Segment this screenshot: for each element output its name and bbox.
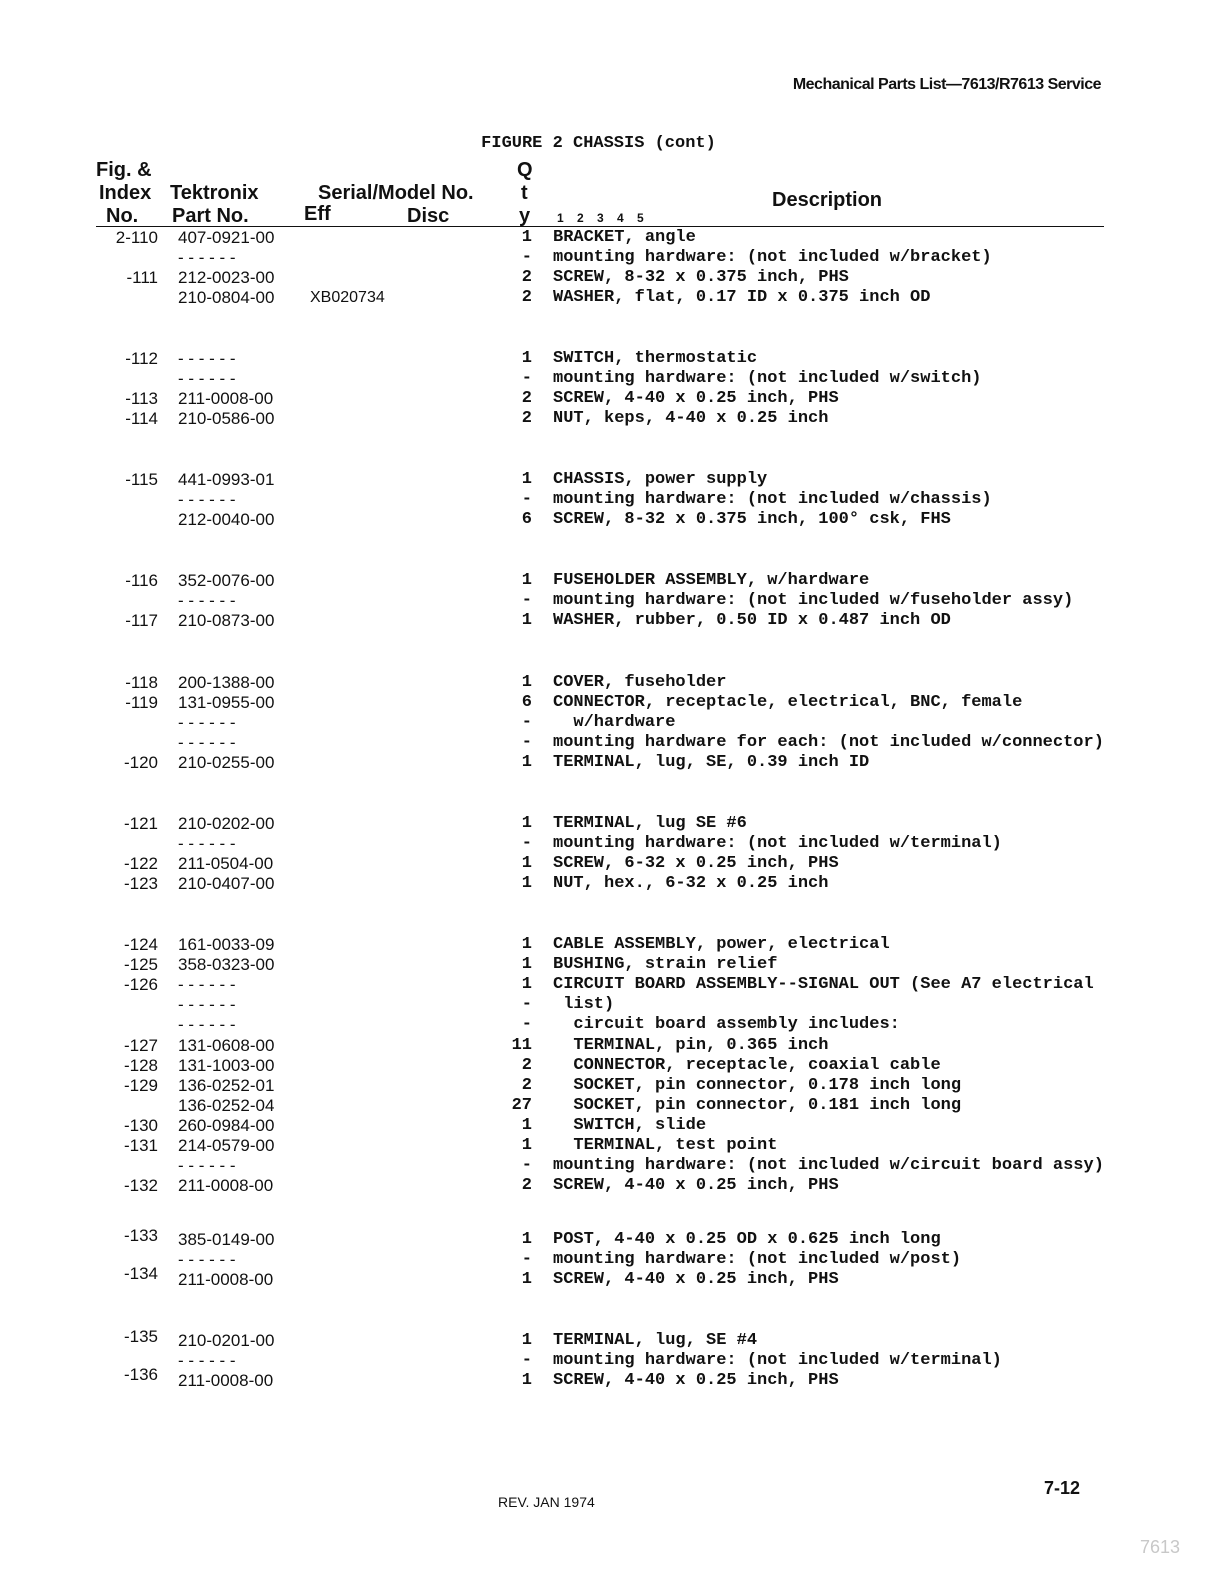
table-row: [0, 834, 1221, 854]
part-number-cell: 441-0993-01: [178, 470, 275, 489]
table-row: [0, 693, 1221, 713]
col-eff-label: Eff: [304, 203, 331, 225]
part-number-cell: - - - - - -: [178, 1351, 236, 1370]
part-number-cell: 210-0255-00: [178, 753, 275, 772]
quantity-cell: -: [521, 1250, 532, 1269]
part-number-cell: - - - - - -: [178, 591, 236, 610]
quantity-cell: 1: [521, 1230, 532, 1249]
description-cell: SCREW, 4-40 x 0.25 inch, PHS: [553, 1176, 839, 1195]
table-row: [0, 995, 1221, 1015]
index-cell: -112: [125, 349, 158, 368]
quantity-cell: 1: [521, 470, 532, 489]
description-cell: TERMINAL, lug, SE #4: [553, 1331, 758, 1350]
part-number-cell: 210-0873-00: [178, 611, 275, 630]
quantity-cell: 1: [521, 814, 532, 833]
watermark: 7613: [1140, 1537, 1181, 1557]
description-cell: NUT, keps, 4-40 x 0.25 inch: [553, 409, 829, 428]
table-row: [0, 349, 1221, 369]
part-number-cell: 407-0921-00: [178, 228, 275, 247]
part-number-cell: 131-1003-00: [178, 1056, 275, 1075]
description-cell: SOCKET, pin connector, 0.178 inch long: [553, 1076, 962, 1095]
part-number-cell: 136-0252-01: [178, 1076, 275, 1095]
quantity-cell: 1: [521, 1371, 532, 1390]
description-cell: NUT, hex., 6-32 x 0.25 inch: [553, 874, 829, 893]
quantity-cell: 2: [521, 1076, 532, 1095]
description-cell: TERMINAL, pin, 0.365 inch: [553, 1036, 829, 1055]
index-cell: -125: [123, 955, 158, 974]
index-cell: -133: [123, 1226, 158, 1245]
quantity-cell: 6: [521, 693, 532, 712]
table-row: [0, 1156, 1221, 1176]
index-cell: -115: [125, 470, 158, 489]
description-cell: CONNECTOR, receptacle, electrical, BNC, female: [553, 693, 1023, 712]
index-cell: -113: [125, 389, 158, 408]
part-number-cell: - - - - - -: [178, 490, 236, 509]
table-row: [0, 1250, 1221, 1270]
table-row: [0, 591, 1221, 611]
quantity-cell: -: [521, 713, 532, 732]
description-cell: SCREW, 4-40 x 0.25 inch, PHS: [553, 1371, 839, 1390]
index-cell: -127: [123, 1036, 158, 1055]
index-cell: -120: [123, 753, 158, 772]
index-cell: -126: [123, 975, 158, 994]
running-title: Mechanical Parts List—7613/R7613 Service: [792, 76, 1101, 93]
table-row: [0, 369, 1221, 389]
figure-title: [0, 134, 1221, 153]
part-number-cell: 136-0252-04: [178, 1096, 275, 1115]
table-row: [0, 1096, 1221, 1116]
table-row: [0, 490, 1221, 510]
part-number-cell: 210-0201-00: [178, 1331, 275, 1350]
description-cell: SCREW, 6-32 x 0.25 inch, PHS: [553, 854, 839, 873]
table-row: [0, 1136, 1221, 1156]
index-cell: -129: [123, 1076, 158, 1095]
description-cell: POST, 4-40 x 0.25 OD x 0.625 inch long: [553, 1230, 941, 1249]
col-qty-t: t: [521, 182, 528, 204]
index-cell: -123: [123, 874, 158, 893]
table-row: [0, 1036, 1221, 1056]
part-number-cell: 211-0008-00: [178, 389, 274, 408]
figure-title-text: FIGURE 2 CHASSIS (cont): [481, 134, 716, 153]
description-cell: CHASSIS, power supply: [553, 470, 768, 489]
description-cell: list): [553, 995, 615, 1014]
revision-date: REV. JAN 1974: [498, 1494, 595, 1510]
table-row: [0, 409, 1221, 429]
description-cell: mounting hardware: (not included w/terminal): [553, 1351, 1002, 1370]
col-fig-line2: Index: [99, 182, 152, 204]
quantity-cell: 1: [521, 975, 532, 994]
description-cell: BUSHING, strain relief: [553, 955, 778, 974]
description-cell: mounting hardware: (not included w/fuseholder assy): [553, 591, 1074, 610]
index-cell: -130: [123, 1116, 158, 1135]
table-row: [0, 733, 1221, 753]
description-cell: mounting hardware: (not included w/switch): [553, 369, 982, 388]
quantity-cell: -: [521, 733, 532, 752]
quantity-cell: 1: [521, 1116, 532, 1135]
quantity-cell: 1: [521, 874, 532, 893]
index-cell: -119: [125, 693, 158, 712]
part-number-cell: - - - - - -: [178, 975, 236, 994]
quantity-cell: 11: [511, 1036, 532, 1055]
quantity-cell: 2: [521, 389, 532, 408]
index-cell: -118: [125, 673, 158, 692]
description-cell: w/hardware: [553, 713, 676, 732]
description-cell: SOCKET, pin connector, 0.181 inch long: [553, 1096, 962, 1115]
quantity-cell: -: [521, 834, 532, 853]
col-fig-line1: Fig. &: [96, 159, 152, 181]
table-row: [0, 753, 1221, 773]
table-row: [0, 975, 1221, 995]
part-number-cell: 200-1388-00: [178, 673, 275, 692]
index-cell: -131: [123, 1136, 158, 1155]
table-row: [0, 571, 1221, 591]
description-cell: WASHER, flat, 0.17 ID x 0.375 inch OD: [553, 288, 931, 307]
part-number-cell: 131-0955-00: [178, 693, 275, 712]
quantity-cell: 2: [521, 409, 532, 428]
part-number-cell: 212-0040-00: [178, 510, 275, 529]
index-cell: -117: [125, 611, 158, 630]
quantity-cell: 1: [521, 955, 532, 974]
quantity-cell: -: [521, 369, 532, 388]
description-cell: SCREW, 8-32 x 0.375 inch, PHS: [553, 268, 849, 287]
quantity-cell: -: [521, 248, 532, 267]
part-number-cell: 210-0407-00: [178, 874, 275, 893]
table-row: [0, 1365, 1221, 1391]
quantity-cell: 1: [521, 854, 532, 873]
table-row: [0, 673, 1221, 693]
description-cell: SCREW, 4-40 x 0.25 inch, PHS: [553, 1270, 839, 1289]
quantity-cell: -: [521, 1015, 532, 1034]
table-row: [0, 268, 1221, 288]
table-row: [0, 288, 1221, 308]
quantity-cell: 2: [521, 288, 532, 307]
quantity-cell: 1: [521, 1270, 532, 1289]
quantity-cell: 2: [521, 1056, 532, 1075]
quantity-cell: 27: [511, 1096, 532, 1115]
table-row: [0, 1076, 1221, 1096]
table-row: [0, 1116, 1221, 1136]
serial-eff-cell: XB020734: [310, 289, 385, 306]
table-row: [0, 611, 1221, 631]
table-row: [0, 248, 1221, 268]
part-number-cell: 211-0504-00: [178, 854, 274, 873]
quantity-cell: -: [521, 591, 532, 610]
table-row: [0, 854, 1221, 874]
description-cell: mounting hardware: (not included w/post): [553, 1250, 962, 1269]
description-cell: mounting hardware: (not included w/terminal): [553, 834, 1002, 853]
part-number-cell: - - - - - -: [178, 1156, 236, 1175]
description-cell: SWITCH, slide: [553, 1116, 707, 1135]
header-rule: [96, 226, 1104, 227]
table-row: [0, 228, 1221, 248]
part-number-cell: 211-0008-00: [178, 1371, 274, 1390]
quantity-cell: 2: [521, 268, 532, 287]
description-cell: COVER, fuseholder: [553, 673, 727, 692]
part-number-cell: - - - - - -: [178, 834, 236, 853]
quantity-cell: 1: [521, 935, 532, 954]
table-row: [0, 874, 1221, 894]
quantity-cell: 1: [521, 228, 532, 247]
part-number-cell: 214-0579-00: [178, 1136, 275, 1155]
table-row: [0, 1226, 1221, 1250]
table-row: [0, 1351, 1221, 1371]
table-row: [0, 389, 1221, 409]
part-number-cell: - - - - - -: [178, 369, 236, 388]
part-number-cell: 210-0202-00: [178, 814, 275, 833]
index-cell: -132: [123, 1176, 158, 1195]
quantity-cell: 1: [521, 753, 532, 772]
description-cell: TERMINAL, test point: [553, 1136, 778, 1155]
description-cell: CONNECTOR, receptacle, coaxial cable: [553, 1056, 941, 1075]
table-row: [0, 814, 1221, 834]
index-cell: -116: [125, 571, 158, 590]
quantity-cell: -: [521, 1351, 532, 1370]
description-cell: SCREW, 4-40 x 0.25 inch, PHS: [553, 389, 839, 408]
part-number-cell: 211-0008-00: [178, 1270, 274, 1289]
part-number-cell: 352-0076-00: [178, 571, 275, 590]
part-number-cell: 358-0323-00: [178, 955, 275, 974]
part-number-cell: 131-0608-00: [178, 1036, 275, 1055]
quantity-cell: 1: [521, 611, 532, 630]
quantity-cell: -: [521, 995, 532, 1014]
col-part-line2: Part No.: [172, 205, 249, 227]
part-number-cell: - - - - - -: [178, 995, 236, 1014]
index-cell: -134: [123, 1264, 158, 1283]
part-number-cell: - - - - - -: [178, 248, 236, 267]
description-cell: SCREW, 8-32 x 0.375 inch, 100° csk, FHS: [553, 510, 951, 529]
table-row: [0, 955, 1221, 975]
quantity-cell: 1: [521, 673, 532, 692]
description-cell: mounting hardware: (not included w/bracket): [553, 248, 992, 267]
table-row: [0, 510, 1221, 530]
part-number-cell: 212-0023-00: [178, 268, 275, 287]
part-number-cell: - - - - - -: [178, 1250, 236, 1269]
col-qty-q: Q: [517, 159, 533, 181]
index-cell: -136: [123, 1365, 158, 1384]
description-cell: mounting hardware: (not included w/chassis): [553, 490, 992, 509]
index-cell: -122: [123, 854, 158, 873]
quantity-cell: 1: [521, 1136, 532, 1155]
quantity-cell: -: [521, 490, 532, 509]
index-cell: -111: [126, 268, 158, 287]
description-cell: circuit board assembly includes:: [553, 1015, 900, 1034]
description-cell: TERMINAL, lug SE #6: [553, 814, 747, 833]
part-number-cell: - - - - - -: [178, 1015, 236, 1034]
index-cell: 2-110: [115, 228, 158, 247]
index-cell: -128: [123, 1056, 158, 1075]
page-number: 7-12: [1044, 1478, 1081, 1498]
part-number-cell: 161-0033-09: [178, 935, 275, 954]
index-cell: -135: [123, 1327, 158, 1346]
table-row: [0, 1176, 1221, 1196]
table-row: [0, 935, 1221, 955]
col-disc-label: Disc: [407, 205, 450, 227]
col-qty-y: y: [519, 205, 531, 227]
quantity-cell: 2: [521, 1176, 532, 1195]
quantity-cell: 1: [521, 349, 532, 368]
col-indent-levels: 1 2 3 4 5: [557, 211, 649, 225]
quantity-cell: -: [521, 1156, 532, 1175]
description-cell: mounting hardware for each: (not included w/connector): [553, 733, 1104, 752]
description-cell: CABLE ASSEMBLY, power, electrical: [553, 935, 890, 954]
index-cell: -124: [123, 935, 158, 954]
table-row: [0, 470, 1221, 490]
part-number-cell: 260-0984-00: [178, 1116, 275, 1135]
index-cell: -114: [125, 409, 158, 428]
col-fig-line3: No.: [106, 205, 139, 227]
part-number-cell: 211-0008-00: [178, 1176, 274, 1195]
col-serial-label: Serial/Model No.: [318, 182, 474, 204]
description-cell: mounting hardware: (not included w/circuit board assy): [553, 1156, 1104, 1175]
col-part-line1: Tektronix: [170, 182, 259, 204]
part-number-cell: - - - - - -: [178, 713, 236, 732]
description-cell: FUSEHOLDER ASSEMBLY, w/hardware: [553, 571, 870, 590]
quantity-cell: 1: [521, 1331, 532, 1350]
description-cell: CIRCUIT BOARD ASSEMBLY--SIGNAL OUT (See A7 electrical: [553, 975, 1094, 994]
table-row: [0, 713, 1221, 733]
part-number-cell: - - - - - -: [178, 349, 236, 368]
part-number-cell: 385-0149-00: [178, 1230, 275, 1249]
table-row: [0, 1015, 1221, 1035]
description-cell: WASHER, rubber, 0.50 ID x 0.487 inch OD: [553, 611, 951, 630]
quantity-cell: 6: [521, 510, 532, 529]
part-number-cell: 210-0586-00: [178, 409, 275, 428]
col-description-label: Description: [772, 189, 883, 211]
part-number-cell: - - - - - -: [178, 733, 236, 752]
description-cell: BRACKET, angle: [553, 228, 696, 247]
description-cell: TERMINAL, lug, SE, 0.39 inch ID: [553, 753, 870, 772]
table-row: [0, 1327, 1221, 1351]
index-cell: -121: [123, 814, 158, 833]
part-number-cell: 210-0804-00: [178, 288, 275, 307]
table-row: [0, 1264, 1221, 1290]
description-cell: SWITCH, thermostatic: [553, 349, 758, 368]
table-row: [0, 1056, 1221, 1076]
quantity-cell: 1: [521, 571, 532, 590]
